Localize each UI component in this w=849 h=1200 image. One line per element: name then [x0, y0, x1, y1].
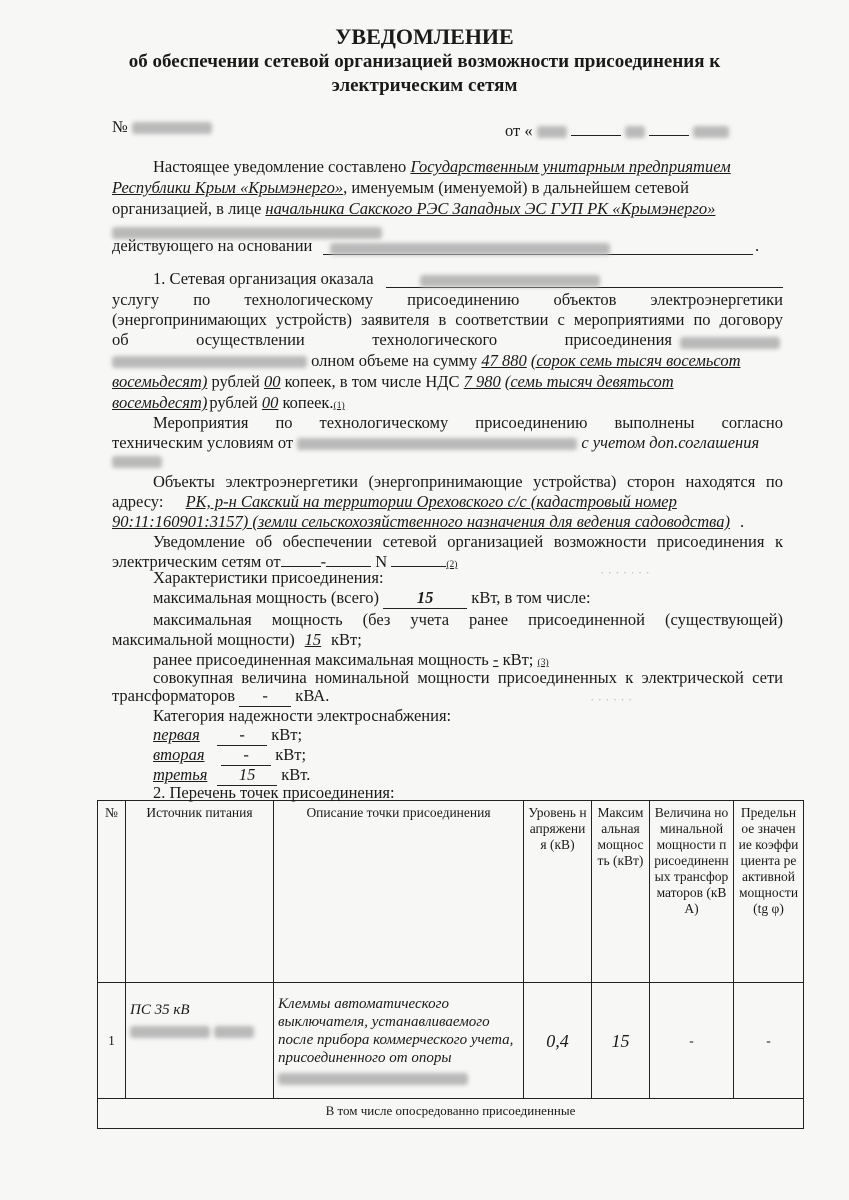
supplementary-agreement-handwritten: с учетом доп.соглашения	[581, 433, 760, 452]
date-label: от «	[505, 121, 533, 140]
row-tg: -	[734, 983, 804, 1099]
bleed-through-text: · · · · · · ·	[600, 565, 650, 580]
col-header-tg: Предельное значение коэффициента реактивной мощности (tg φ)	[734, 801, 804, 983]
redacted-contract-number	[680, 334, 780, 352]
number-label: №	[112, 117, 128, 136]
intro-text: организацией, в лице	[112, 199, 262, 218]
reliability-unit: кВт;	[275, 745, 307, 764]
redacted-agreement-number	[112, 456, 162, 468]
date-line	[505, 121, 729, 141]
table-row	[98, 983, 804, 1099]
redacted-date-year	[693, 126, 729, 138]
redacted-number	[132, 122, 212, 134]
redacted-executor	[420, 272, 600, 290]
max-power-value: 15	[383, 588, 467, 609]
chars-total-line-2	[112, 686, 329, 707]
p1-line-1: 1. Сетевая организация оказала	[153, 269, 374, 288]
row-power: 15	[592, 983, 650, 1099]
sum-value: 47 880	[481, 351, 527, 370]
p1-text: копеек, в том числе НДС	[284, 372, 460, 391]
redacted-contract-date	[112, 356, 307, 368]
footnote-3: (3)	[537, 658, 549, 668]
intro-line-2	[112, 178, 783, 198]
reliability-row	[153, 725, 302, 746]
col-header-number: №	[98, 801, 126, 983]
row-description	[274, 983, 524, 1099]
chars-text: кВт;	[331, 630, 362, 649]
chars-heading: Характеристики присоединения:	[153, 568, 384, 587]
reliability-value: -	[217, 725, 267, 746]
intro-text: Настоящее уведомление составлено	[153, 157, 407, 176]
reliability-unit: кВт;	[271, 725, 303, 744]
col-header-transformers: Величина номинальной мощности присоединенных трансформаторов (кВА)	[650, 801, 734, 983]
redacted-basis	[330, 240, 610, 258]
col-header-max-power: Максимальная мощность (кВт)	[592, 801, 650, 983]
org-name-handwritten-2: Республики Крым «Крымэнерго»	[112, 178, 344, 197]
p1-line-4: об осуществлении технологического присоединения	[112, 330, 672, 349]
reliability-value: 15	[217, 765, 277, 786]
p1-text: рублей	[209, 393, 258, 412]
table-header-row	[98, 801, 804, 983]
intro-period: .	[755, 236, 760, 255]
row-transformers: -	[650, 983, 734, 1099]
sum-kopecks: 00	[264, 372, 281, 391]
col-header-source: Источник питания	[126, 801, 274, 983]
sum-words-2: восемьдесят)	[112, 372, 208, 391]
objects-text: адресу:	[112, 492, 164, 511]
document-title: УВЕДОМЛЕНИЕ	[335, 24, 514, 49]
chars-nocount-line-2	[112, 630, 362, 650]
reliability-label: первая	[153, 725, 200, 744]
measures-line-2	[112, 433, 783, 453]
number-line	[112, 117, 212, 137]
objects-line-3	[112, 512, 744, 532]
vat-words: (семь тысяч девятьсот	[504, 372, 674, 391]
footer-text: В том числе опосредованно присоединенные	[98, 1099, 804, 1129]
redacted-date-month	[625, 126, 645, 138]
measures-line-3	[112, 453, 162, 471]
chars-max-line	[153, 588, 591, 609]
chars-text: кВт, в том числе:	[471, 588, 591, 607]
points-heading: 2. Перечень точек присоединения:	[153, 783, 395, 802]
redacted-pole-number	[278, 1073, 468, 1085]
description-text: Клеммы автоматического выключателя, устанавливаемого после прибора коммерческого учета, присоединенного от опоры	[278, 996, 514, 1066]
col-header-voltage: Уровень напряжения (кВ)	[524, 801, 592, 983]
p1-line-2: услугу по технологическому присоединению объектов электроэнергетики	[112, 290, 783, 309]
reliability-label: вторая	[153, 745, 205, 764]
footnote-2: (2)	[446, 560, 458, 570]
redacted-source-name-2	[214, 1026, 254, 1038]
reliability-unit: кВт.	[281, 765, 311, 784]
chars-text: максимальная мощность (всего)	[153, 588, 380, 607]
intro-text: , именуемым (именуемой) в дальнейшем сетевой	[343, 178, 689, 197]
row-voltage: 0,4	[524, 983, 592, 1099]
measures-line-1: Мероприятия по технологическому присоединению выполнены согласно	[153, 413, 783, 432]
chars-text: ранее присоединенная максимальная мощность	[153, 650, 489, 669]
chars-nocount-line-1: максимальная мощность (без учета ранее присоединенной (существующей)	[153, 610, 783, 629]
chars-text: кВА.	[295, 686, 330, 705]
reliability-label: третья	[153, 765, 208, 784]
transformers-value: -	[239, 686, 291, 707]
reliability-heading: Категория надежности электроснабжения:	[153, 706, 452, 725]
redacted-tech-conditions	[297, 438, 577, 450]
p1-text: олном объеме на сумму	[311, 351, 478, 370]
address-handwritten: РК, р-н Сакский на территории Ореховского с/с (кадастровый номер	[185, 492, 677, 511]
document-subtitle-line2: электрическим сетям	[331, 75, 518, 96]
notice-date-dash: -	[320, 552, 327, 571]
source-text: ПС 35 кВ	[130, 1002, 190, 1018]
intro-line-1	[153, 157, 783, 177]
row-source	[126, 983, 274, 1099]
notice-n: N	[375, 552, 388, 571]
p1-text: рублей	[211, 372, 260, 391]
vat-words-2: восемьдесят)	[112, 393, 208, 412]
measures-text: техническим условиям от	[112, 433, 294, 452]
vat-kopecks: 00	[261, 393, 279, 412]
footnote-1: (1)	[333, 401, 345, 411]
table-footer-row	[98, 1099, 804, 1129]
chars-total-line-1: совокупная величина номинальной мощности присоединенных к электрической сети	[153, 668, 783, 687]
row-number: 1	[98, 983, 126, 1099]
chars-text: максимальной мощности)	[112, 630, 295, 649]
reliability-row	[153, 745, 306, 766]
redacted-source-name	[130, 1026, 210, 1038]
p1-line-3: (энергопринимающих устройств) заявителя в соответствии с мероприятиями по договору	[112, 310, 783, 329]
sum-words: (сорок семь тысяч восемьсот	[530, 351, 741, 370]
notice-text: электрическим сетям от	[112, 552, 281, 571]
col-header-description: Описание точки присоединения	[274, 801, 524, 983]
intro-line-3	[112, 199, 783, 219]
p1-text: копеек.	[282, 393, 334, 412]
connection-points-table	[97, 800, 804, 1129]
objects-line-2	[112, 492, 783, 512]
new-power-value: 15	[304, 630, 322, 649]
bleed-through-text: · · · · · ·	[590, 692, 633, 707]
chars-text: трансформаторов	[112, 686, 236, 705]
org-name-handwritten: Государственным унитарным предприятием	[410, 157, 731, 176]
objects-line-1: Объекты электроэнергетики (энергопринимающие устройства) сторон находятся по	[153, 472, 783, 491]
objects-period: .	[739, 512, 745, 531]
address-handwritten-2: 90:11:160901:3157) (земли сельскохозяйственного назначения для ведения садоводства)	[112, 512, 730, 531]
notice-line-1: Уведомление об обеспечении сетевой организацией возможности присоединения к	[153, 532, 783, 551]
p1-line-6	[112, 372, 783, 392]
prev-power-value: -	[492, 650, 499, 669]
redacted-date-day	[537, 126, 567, 138]
chars-text: кВт;	[502, 650, 534, 669]
reliability-value: -	[221, 745, 271, 766]
document-subtitle: об обеспечении сетевой организацией возможности присоединения к	[128, 51, 721, 72]
vat-value: 7 980	[463, 372, 501, 391]
intro-line-5	[112, 236, 312, 256]
representative-handwritten: начальника Сакского РЭС Западных ЭС ГУП РК «Крымэнерго»	[265, 199, 716, 218]
p1-line-5	[112, 351, 783, 371]
intro-text: действующего на основании	[112, 236, 313, 255]
